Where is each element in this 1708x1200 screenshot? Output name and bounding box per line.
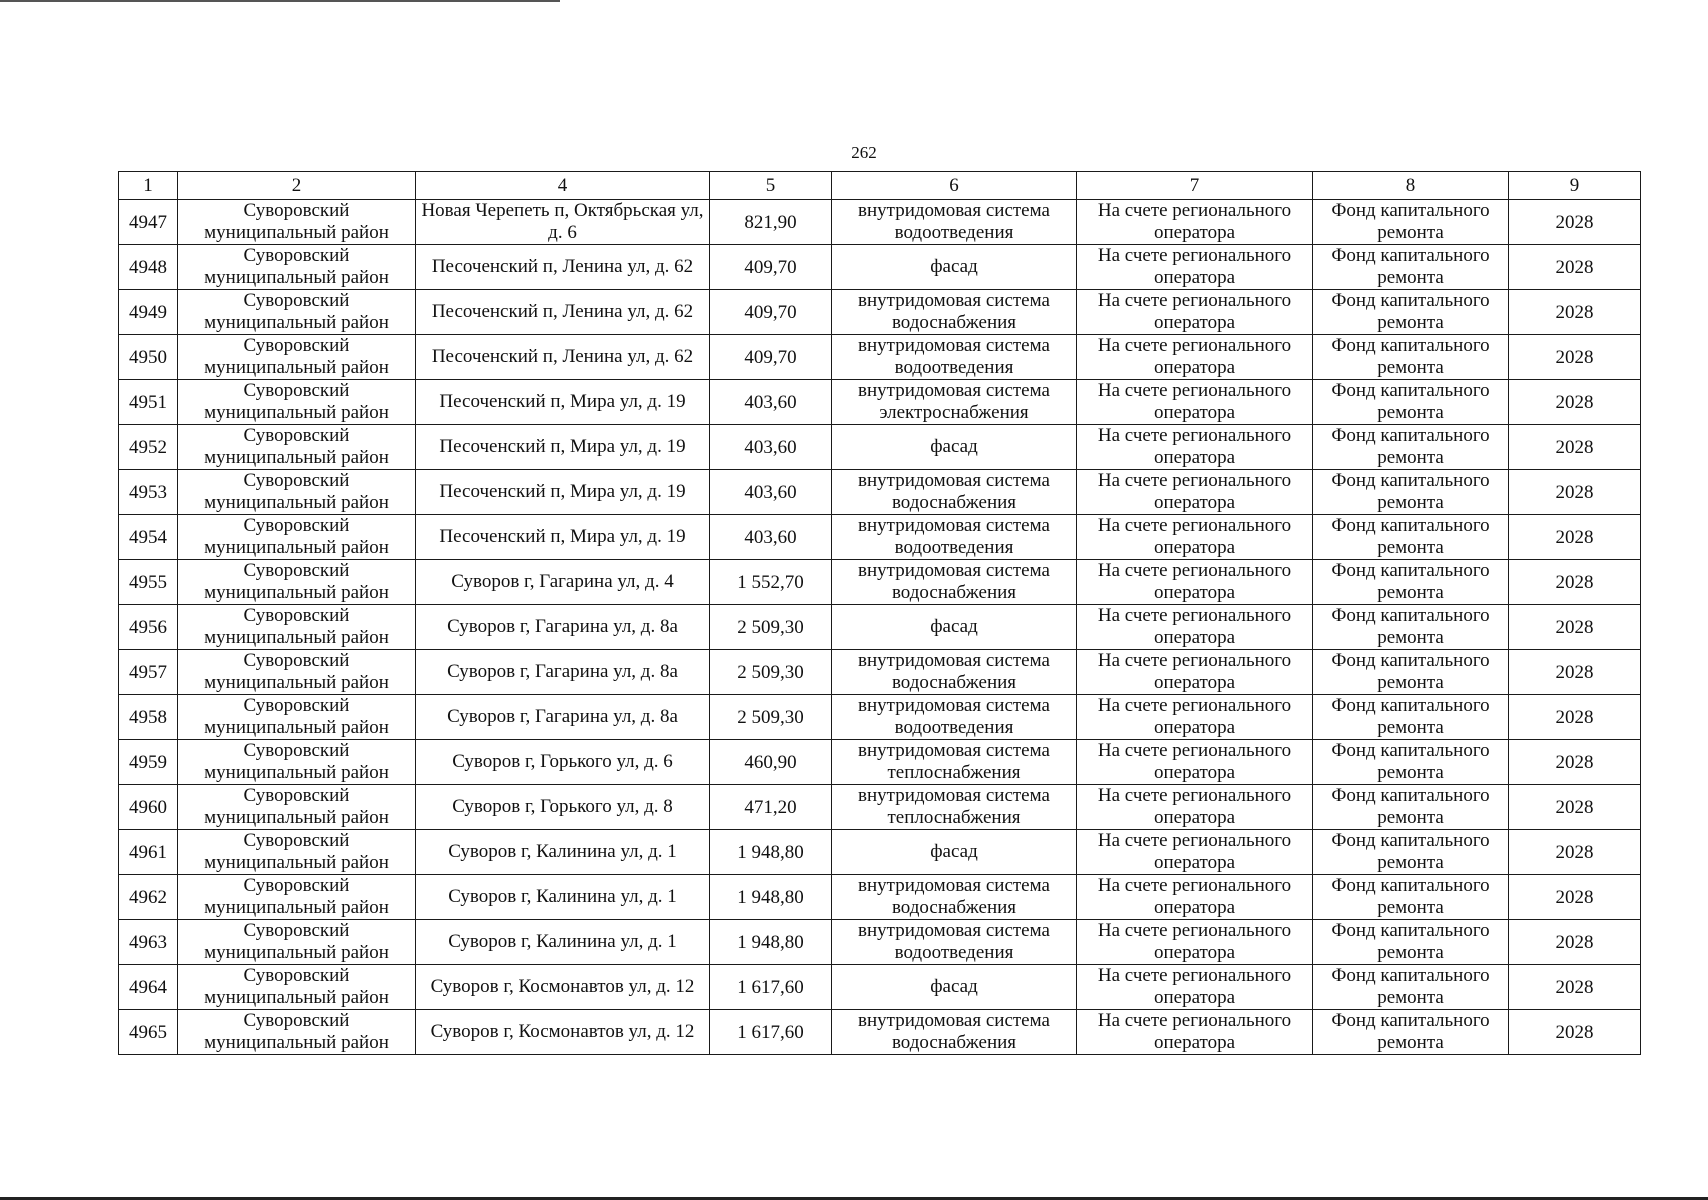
row-number-cell: 4950	[119, 335, 178, 380]
account-type-cell: На счете регионального оператора	[1077, 605, 1313, 650]
page-number: 262	[851, 143, 877, 162]
work-type-cell: внутридомовая система теплоснабжения	[832, 740, 1077, 785]
area-cell: 1 617,60	[710, 965, 832, 1010]
header-row	[119, 172, 1641, 200]
address-cell: Песоченский п, Ленина ул, д. 62	[416, 290, 710, 335]
address-cell: Новая Черепеть п, Октябрьская ул, д. 6	[416, 200, 710, 245]
table-row	[119, 965, 1641, 1010]
address-cell: Суворов г, Горького ул, д. 8	[416, 785, 710, 830]
fund-cell: Фонд капитального ремонта	[1313, 245, 1509, 290]
account-type-cell: На счете регионального оператора	[1077, 875, 1313, 920]
address-cell: Песоченский п, Мира ул, д. 19	[416, 380, 710, 425]
year-cell: 2028	[1509, 740, 1641, 785]
area-cell: 821,90	[710, 200, 832, 245]
address-cell: Песоченский п, Мира ул, д. 19	[416, 425, 710, 470]
area-cell: 1 948,80	[710, 920, 832, 965]
account-type-cell: На счете регионального оператора	[1077, 335, 1313, 380]
year-cell: 2028	[1509, 470, 1641, 515]
district-cell: Суворовский муниципальный район	[178, 965, 416, 1010]
area-cell: 1 552,70	[710, 560, 832, 605]
district-cell: Суворовский муниципальный район	[178, 245, 416, 290]
row-number-cell: 4954	[119, 515, 178, 560]
year-cell: 2028	[1509, 605, 1641, 650]
table-row	[119, 200, 1641, 245]
year-cell: 2028	[1509, 875, 1641, 920]
account-type-cell: На счете регионального оператора	[1077, 965, 1313, 1010]
table-row	[119, 425, 1641, 470]
district-cell: Суворовский муниципальный район	[178, 335, 416, 380]
table-row	[119, 380, 1641, 425]
district-cell: Суворовский муниципальный район	[178, 425, 416, 470]
area-cell: 460,90	[710, 740, 832, 785]
area-cell: 403,60	[710, 380, 832, 425]
year-cell: 2028	[1509, 695, 1641, 740]
address-cell: Суворов г, Гагарина ул, д. 4	[416, 560, 710, 605]
fund-cell: Фонд капитального ремонта	[1313, 200, 1509, 245]
address-cell: Суворов г, Калинина ул, д. 1	[416, 875, 710, 920]
account-type-cell: На счете регионального оператора	[1077, 830, 1313, 875]
table-row	[119, 290, 1641, 335]
account-type-cell: На счете регионального оператора	[1077, 515, 1313, 560]
area-cell: 471,20	[710, 785, 832, 830]
row-number-cell: 4962	[119, 875, 178, 920]
district-cell: Суворовский муниципальный район	[178, 560, 416, 605]
row-number-cell: 4948	[119, 245, 178, 290]
table-row	[119, 740, 1641, 785]
fund-cell: Фонд капитального ремонта	[1313, 920, 1509, 965]
account-type-cell: На счете регионального оператора	[1077, 290, 1313, 335]
table-row	[119, 560, 1641, 605]
year-cell: 2028	[1509, 920, 1641, 965]
row-number-cell: 4958	[119, 695, 178, 740]
address-cell: Суворов г, Космонавтов ул, д. 12	[416, 965, 710, 1010]
district-cell: Суворовский муниципальный район	[178, 785, 416, 830]
year-cell: 2028	[1509, 425, 1641, 470]
account-type-cell: На счете регионального оператора	[1077, 695, 1313, 740]
account-type-cell: На счете регионального оператора	[1077, 785, 1313, 830]
district-cell: Суворовский муниципальный район	[178, 920, 416, 965]
account-type-cell: На счете регионального оператора	[1077, 650, 1313, 695]
address-cell: Суворов г, Гагарина ул, д. 8а	[416, 605, 710, 650]
fund-cell: Фонд капитального ремонта	[1313, 515, 1509, 560]
fund-cell: Фонд капитального ремонта	[1313, 965, 1509, 1010]
year-cell: 2028	[1509, 785, 1641, 830]
account-type-cell: На счете регионального оператора	[1077, 560, 1313, 605]
address-cell: Суворов г, Калинина ул, д. 1	[416, 830, 710, 875]
address-cell: Суворов г, Горького ул, д. 6	[416, 740, 710, 785]
row-number-cell: 4952	[119, 425, 178, 470]
year-cell: 2028	[1509, 380, 1641, 425]
area-cell: 403,60	[710, 470, 832, 515]
address-cell: Суворов г, Гагарина ул, д. 8а	[416, 695, 710, 740]
table-row	[119, 830, 1641, 875]
year-cell: 2028	[1509, 335, 1641, 380]
table-row	[119, 245, 1641, 290]
district-cell: Суворовский муниципальный район	[178, 1010, 416, 1055]
account-type-cell: На счете регионального оператора	[1077, 1010, 1313, 1055]
row-number-cell: 4956	[119, 605, 178, 650]
table-row	[119, 605, 1641, 650]
column-header: 1	[119, 172, 178, 200]
year-cell: 2028	[1509, 515, 1641, 560]
table-row	[119, 920, 1641, 965]
district-cell: Суворовский муниципальный район	[178, 605, 416, 650]
column-header: 6	[832, 172, 1077, 200]
account-type-cell: На счете регионального оператора	[1077, 200, 1313, 245]
work-type-cell: внутридомовая система водоснабжения	[832, 560, 1077, 605]
district-cell: Суворовский муниципальный район	[178, 650, 416, 695]
district-cell: Суворовский муниципальный район	[178, 380, 416, 425]
work-type-cell: внутридомовая система водоотведения	[832, 335, 1077, 380]
row-number-cell: 4955	[119, 560, 178, 605]
area-cell: 2 509,30	[710, 650, 832, 695]
account-type-cell: На счете регионального оператора	[1077, 740, 1313, 785]
fund-cell: Фонд капитального ремонта	[1313, 560, 1509, 605]
account-type-cell: На счете регионального оператора	[1077, 245, 1313, 290]
fund-cell: Фонд капитального ремонта	[1313, 785, 1509, 830]
area-cell: 409,70	[710, 245, 832, 290]
address-cell: Песоченский п, Ленина ул, д. 62	[416, 245, 710, 290]
row-number-cell: 4963	[119, 920, 178, 965]
column-header: 7	[1077, 172, 1313, 200]
table-row	[119, 650, 1641, 695]
table-row	[119, 785, 1641, 830]
table-row	[119, 515, 1641, 560]
district-cell: Суворовский муниципальный район	[178, 200, 416, 245]
column-header: 9	[1509, 172, 1641, 200]
district-cell: Суворовский муниципальный район	[178, 875, 416, 920]
district-cell: Суворовский муниципальный район	[178, 740, 416, 785]
table-body	[119, 200, 1641, 1055]
fund-cell: Фонд капитального ремонта	[1313, 425, 1509, 470]
table-row	[119, 695, 1641, 740]
work-type-cell: внутридомовая система водоотведения	[832, 200, 1077, 245]
year-cell: 2028	[1509, 650, 1641, 695]
row-number-cell: 4953	[119, 470, 178, 515]
work-type-cell: внутридомовая система водоснабжения	[832, 875, 1077, 920]
district-cell: Суворовский муниципальный район	[178, 290, 416, 335]
work-type-cell: внутридомовая система водоснабжения	[832, 290, 1077, 335]
fund-cell: Фонд капитального ремонта	[1313, 650, 1509, 695]
table-row	[119, 1010, 1641, 1055]
work-type-cell: внутридомовая система водоснабжения	[832, 470, 1077, 515]
row-number-cell: 4957	[119, 650, 178, 695]
year-cell: 2028	[1509, 560, 1641, 605]
row-number-cell: 4947	[119, 200, 178, 245]
year-cell: 2028	[1509, 290, 1641, 335]
account-type-cell: На счете регионального оператора	[1077, 380, 1313, 425]
row-number-cell: 4960	[119, 785, 178, 830]
address-cell: Песоченский п, Мира ул, д. 19	[416, 515, 710, 560]
fund-cell: Фонд капитального ремонта	[1313, 1010, 1509, 1055]
area-cell: 1 948,80	[710, 830, 832, 875]
work-type-cell: фасад	[832, 605, 1077, 650]
address-cell: Суворов г, Космонавтов ул, д. 12	[416, 1010, 710, 1055]
row-number-cell: 4961	[119, 830, 178, 875]
work-type-cell: внутридомовая система водоснабжения	[832, 1010, 1077, 1055]
address-cell: Суворов г, Гагарина ул, д. 8а	[416, 650, 710, 695]
work-type-cell: фасад	[832, 830, 1077, 875]
column-header: 4	[416, 172, 710, 200]
year-cell: 2028	[1509, 830, 1641, 875]
row-number-cell: 4959	[119, 740, 178, 785]
address-cell: Песоченский п, Ленина ул, д. 62	[416, 335, 710, 380]
work-type-cell: внутридомовая система водоотведения	[832, 695, 1077, 740]
district-cell: Суворовский муниципальный район	[178, 470, 416, 515]
account-type-cell: На счете регионального оператора	[1077, 920, 1313, 965]
district-cell: Суворовский муниципальный район	[178, 695, 416, 740]
area-cell: 403,60	[710, 425, 832, 470]
district-cell: Суворовский муниципальный район	[178, 515, 416, 560]
area-cell: 1 948,80	[710, 875, 832, 920]
fund-cell: Фонд капитального ремонта	[1313, 695, 1509, 740]
year-cell: 2028	[1509, 965, 1641, 1010]
table-row	[119, 470, 1641, 515]
scan-edge-top	[0, 0, 560, 2]
column-header: 8	[1313, 172, 1509, 200]
address-cell: Суворов г, Калинина ул, д. 1	[416, 920, 710, 965]
year-cell: 2028	[1509, 200, 1641, 245]
fund-cell: Фонд капитального ремонта	[1313, 335, 1509, 380]
fund-cell: Фонд капитального ремонта	[1313, 380, 1509, 425]
work-type-cell: фасад	[832, 425, 1077, 470]
area-cell: 1 617,60	[710, 1010, 832, 1055]
capital-repair-table	[118, 171, 1641, 1055]
district-cell: Суворовский муниципальный район	[178, 830, 416, 875]
row-number-cell: 4951	[119, 380, 178, 425]
area-cell: 2 509,30	[710, 605, 832, 650]
account-type-cell: На счете регионального оператора	[1077, 425, 1313, 470]
fund-cell: Фонд капитального ремонта	[1313, 875, 1509, 920]
work-type-cell: фасад	[832, 245, 1077, 290]
account-type-cell: На счете регионального оператора	[1077, 470, 1313, 515]
fund-cell: Фонд капитального ремонта	[1313, 290, 1509, 335]
work-type-cell: внутридомовая система водоотведения	[832, 515, 1077, 560]
row-number-cell: 4965	[119, 1010, 178, 1055]
year-cell: 2028	[1509, 245, 1641, 290]
area-cell: 409,70	[710, 335, 832, 380]
row-number-cell: 4949	[119, 290, 178, 335]
address-cell: Песоченский п, Мира ул, д. 19	[416, 470, 710, 515]
table-row	[119, 335, 1641, 380]
row-number-cell: 4964	[119, 965, 178, 1010]
area-cell: 409,70	[710, 290, 832, 335]
fund-cell: Фонд капитального ремонта	[1313, 470, 1509, 515]
table-header	[119, 172, 1641, 200]
work-type-cell: фасад	[832, 965, 1077, 1010]
table-row	[119, 875, 1641, 920]
year-cell: 2028	[1509, 1010, 1641, 1055]
fund-cell: Фонд капитального ремонта	[1313, 830, 1509, 875]
fund-cell: Фонд капитального ремонта	[1313, 740, 1509, 785]
work-type-cell: внутридомовая система водоснабжения	[832, 650, 1077, 695]
column-header: 2	[178, 172, 416, 200]
fund-cell: Фонд капитального ремонта	[1313, 605, 1509, 650]
area-cell: 403,60	[710, 515, 832, 560]
area-cell: 2 509,30	[710, 695, 832, 740]
column-header: 5	[710, 172, 832, 200]
work-type-cell: внутридомовая система водоотведения	[832, 920, 1077, 965]
work-type-cell: внутридомовая система теплоснабжения	[832, 785, 1077, 830]
work-type-cell: внутридомовая система электроснабжения	[832, 380, 1077, 425]
